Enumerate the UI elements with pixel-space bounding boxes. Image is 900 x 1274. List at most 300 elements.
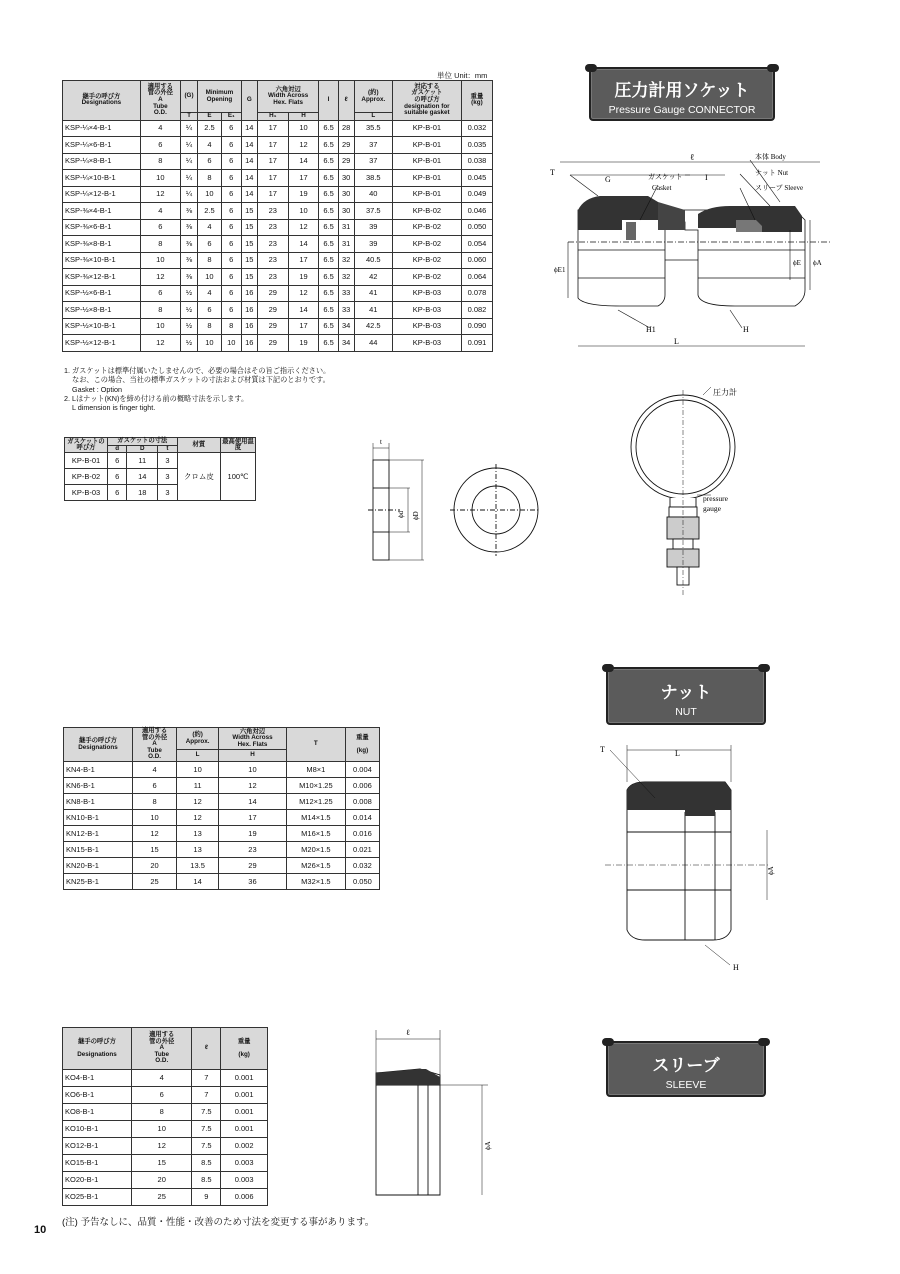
connector-cell: 2.5	[198, 203, 222, 220]
sleeve-row	[63, 1104, 268, 1121]
col-gasket: 対応する ガスケット の呼び方 designation for suitable gasket	[392, 81, 461, 121]
nut-cell: KN10-B-1	[64, 810, 133, 826]
connector-cell: 10	[198, 269, 222, 286]
connector-cell: 34	[338, 335, 354, 352]
connector-cell: 30	[338, 170, 354, 187]
connector-cell: 6	[198, 153, 222, 170]
connector-cell: 8	[198, 252, 222, 269]
label-nut: ナット Nut	[755, 169, 789, 177]
connector-cell: KSP-½×10-B-1	[63, 318, 141, 335]
connector-cell: ⅜	[180, 203, 197, 220]
nut-row	[64, 826, 380, 842]
connector-cell: 14	[288, 236, 319, 253]
nut-cell: M8×1	[286, 762, 345, 778]
sleeve-cell: 7.5	[192, 1121, 221, 1138]
connector-row	[63, 335, 493, 352]
sleeve-cell: 0.001	[221, 1087, 268, 1104]
connector-row	[63, 153, 493, 170]
connector-cell: 29	[257, 302, 288, 319]
connector-cell: 8	[198, 170, 222, 187]
nut-cell: KN4-B-1	[64, 762, 133, 778]
nut-cell: 20	[133, 858, 177, 874]
connector-cell: 14	[241, 153, 257, 170]
connector-cell: 6.5	[319, 269, 338, 286]
connector-cell: KSP-⅜×8-B-1	[63, 236, 141, 253]
connector-cell: 4	[198, 285, 222, 302]
connector-cell: KP-B-01	[392, 170, 461, 187]
col-i: I	[319, 81, 338, 121]
gauge-label-en1: pressure	[703, 494, 728, 503]
connector-cell: 8	[221, 318, 241, 335]
gasket-dim-t: t	[380, 438, 382, 446]
connector-cell: 16	[241, 335, 257, 352]
connector-drawing	[540, 150, 840, 360]
connector-cell: 6	[221, 219, 241, 236]
connector-cell: 4	[140, 120, 180, 137]
gasket-drawing	[360, 438, 540, 568]
sleeve-cell: 0.002	[221, 1138, 268, 1155]
col-tube-od: 適用する 管の外径 A Tube O.D.	[140, 81, 180, 121]
connector-cell: 23	[257, 219, 288, 236]
sleeve-cell: 12	[132, 1138, 192, 1155]
sleeve-cell: 7	[192, 1070, 221, 1087]
nut-cell: 0.006	[345, 778, 379, 794]
connector-cell: 6.5	[319, 252, 338, 269]
dim-L: L	[674, 337, 679, 346]
dim-h1: H1	[646, 325, 656, 334]
sleeve-cell: 20	[132, 1172, 192, 1189]
connector-cell: 23	[257, 252, 288, 269]
connector-cell: 33	[338, 302, 354, 319]
connector-cell: 6.5	[319, 170, 338, 187]
nut-dim-h: H	[733, 963, 739, 972]
connector-cell: 14	[241, 120, 257, 137]
col-approx: (約) Approx.	[354, 81, 392, 113]
connector-cell: KSP-¼×6-B-1	[63, 137, 141, 154]
dim-e: ϕE	[793, 259, 801, 267]
nut-dim-l: L	[675, 749, 680, 758]
connector-cell: ¼	[180, 153, 197, 170]
dim-i: I	[705, 173, 708, 182]
sleeve-cell: 8	[132, 1104, 192, 1121]
label-gasket-jp: ガスケット	[648, 173, 683, 181]
nut-cell: KN8-B-1	[64, 794, 133, 810]
nut-cell: 13	[177, 826, 219, 842]
connector-cell: KSP-½×12-B-1	[63, 335, 141, 352]
nut-row	[64, 762, 380, 778]
nut-cell: 11	[177, 778, 219, 794]
connector-cell: ¼	[180, 186, 197, 203]
connector-cell: 0.032	[461, 120, 492, 137]
connector-cell: 15	[241, 269, 257, 286]
body-neck-section	[658, 202, 685, 230]
col-weight: 重量 (kg)	[461, 81, 492, 121]
connector-cell: 6	[221, 252, 241, 269]
dim-g: G	[605, 175, 611, 184]
nut-row	[64, 794, 380, 810]
col-g2: G	[241, 81, 257, 121]
connector-cell: 6	[140, 285, 180, 302]
nut-row	[64, 874, 380, 890]
connector-cell: 17	[288, 170, 319, 187]
connector-cell: 0.045	[461, 170, 492, 187]
nut-cell: 4	[133, 762, 177, 778]
connector-title-jp: 圧力計用ソケット	[614, 81, 750, 100]
sleeve-cell: KO10-B-1	[63, 1121, 132, 1138]
connector-cell: 6	[221, 302, 241, 319]
nut-cell: 0.050	[345, 874, 379, 890]
connector-row	[63, 285, 493, 302]
connector-cell: 0.050	[461, 219, 492, 236]
nut-cell: 10	[177, 762, 219, 778]
connector-cell: 42	[354, 269, 392, 286]
connector-cell: 12	[288, 137, 319, 154]
connector-cell: 4	[198, 219, 222, 236]
sleeve-cell: 0.001	[221, 1121, 268, 1138]
connector-cell: 34	[338, 318, 354, 335]
gauge-label-jp: 圧力計	[713, 388, 737, 397]
sleeve-cell: 7.5	[192, 1104, 221, 1121]
nut-row	[64, 810, 380, 826]
connector-cell: ¼	[180, 120, 197, 137]
sleeve-title-badge	[606, 1041, 766, 1097]
connector-cell: 37.5	[354, 203, 392, 220]
nut-cell: 10	[133, 810, 177, 826]
connector-cell: 6.5	[319, 335, 338, 352]
connector-cell: 4	[140, 203, 180, 220]
connector-cell: 6	[221, 170, 241, 187]
connector-cell: 8	[140, 236, 180, 253]
nut-cell: M10×1.25	[286, 778, 345, 794]
connector-cell: 17	[257, 170, 288, 187]
connector-cell: 12	[140, 335, 180, 352]
nut-cell: 13	[177, 842, 219, 858]
connector-cell: KP-B-02	[392, 219, 461, 236]
connector-cell: KSP-⅜×10-B-1	[63, 252, 141, 269]
connector-cell: ½	[180, 302, 197, 319]
connector-cell: 28	[338, 120, 354, 137]
connector-cell: 40.5	[354, 252, 392, 269]
sleeve-cell: 25	[132, 1189, 192, 1206]
connector-cell: 6	[221, 153, 241, 170]
connector-cell: 31	[338, 219, 354, 236]
connector-cell: KP-B-03	[392, 318, 461, 335]
connector-cell: 41	[354, 285, 392, 302]
connector-cell: 17	[257, 186, 288, 203]
connector-cell: 0.038	[461, 153, 492, 170]
sleeve-cell: KO12-B-1	[63, 1138, 132, 1155]
connector-cell: 6.5	[319, 186, 338, 203]
connector-row	[63, 236, 493, 253]
nut-cell: 17	[219, 810, 287, 826]
nut-cell: 0.004	[345, 762, 379, 778]
connector-cell: 17	[257, 153, 288, 170]
nut-cell: 12	[133, 826, 177, 842]
sleeve-cell: 0.003	[221, 1172, 268, 1189]
connector-cell: 10	[140, 252, 180, 269]
nut-cell: KN6-B-1	[64, 778, 133, 794]
connector-cell: KSP-¼×10-B-1	[63, 170, 141, 187]
nut-cell: 23	[219, 842, 287, 858]
nut-drawing	[595, 740, 785, 980]
nut-cell: KN20-B-1	[64, 858, 133, 874]
connector-spec-table: 継手の呼び方 Designations 適用する 管の外径 A Tube O.D. (G) Minimum Opening G 六角対辺 Width Across Hex. Flats I ℓ (約) Approx. 対応する ガスケット の呼び方 designation for suitable gasket 重量 (kg) T E E₁ H₁ H L KSP-¼×4-B-1 4 ¼ 2.5 6 14 17 10 6.5 28 35.5 KP-B-01 0.032 KSP-¼×6-B-1 6 ¼ 4 6 14 17 12 6.5 29 37 KP-B-01 0.035 KSP-¼×8-B-1 8 ¼ 6 6 14 17 14 6.5 29 37 KP-B-01 0.038 KSP-¼×10-B-1 10 ¼ 8 6 14 17 17 6.5 30 38.5 KP-B-01 0.045 KSP-¼×12-B-1 12 ¼ 10 6 14 17 19 6.5 30 40 KP-B-01 0.049 KSP-⅜×4-B-1 4 ⅜ 2.5 6 15 23 10 6.5 30 37.5 KP-B-02 0.046 KSP-⅜×6-B-1 6 ⅜ 4 6 15 23 12 6.5 31 39 KP-B-02 0.050 KSP-⅜×8-B-1 8 ⅜ 6 6 15 23 14 6.5 31 39 KP-B-02 0.054 KSP-⅜×10-B-1 10 ⅜ 8 6 15 23 17 6.5 32 40.5 KP-B-02 0.060 KSP-⅜×12-B-1 12 ⅜ 10 6 15 23 19 6.5 32 42 KP-B-02 0.064 KSP-½×6-B-1 6 ½ 4 6 16 29 12 6.5 33 41 KP-B-03 0.078 KSP-½×8-B-1 8 ½ 6 6 16 29 14 6.5 33 41 KP-B-03 0.082 KSP-½×10-B-1 10 ½ 8 8 16 29 17 6.5 34 42.5 KP-B-03 0.090 KSP-½×12-B-1 12 ½ 10 10 16 29 19 6.5 34 44 KP-B-03 0.091	[62, 80, 493, 352]
connector-cell: 19	[288, 335, 319, 352]
sleeve-drawing	[360, 1025, 510, 1205]
connector-cell: 6.5	[319, 219, 338, 236]
connector-cell: KSP-¼×12-B-1	[63, 186, 141, 203]
nut-cell: M14×1.5	[286, 810, 345, 826]
nut-spec-table: 継手の呼び方 Designations 適用する 管の外径 A Tube O.D. (約) Approx. 六角対辺 Width Across Hex. Flats T 重量 (kg) L H KN4-B-1 4 10 10 M8×1 0.004 KN6-B-1 6 11 12 M10×1.25 0.006 KN8-B-1 8 12 14 M12×1.25 0.008 KN10-B-1 10 12 17 M14×1.5 0.014 KN12-B-1 12 13 19 M16×1.5 0.016 KN15-B-1 15 13 23 M20×1.5 0.021 KN20-B-1 20 13.5 29 M26×1.5 0.032 KN25-B-1 25 14 36 M32×1.5 0.050	[63, 727, 380, 890]
connector-cell: 6	[221, 236, 241, 253]
connector-row	[63, 318, 493, 335]
sleeve-cell: 0.003	[221, 1155, 268, 1172]
nut-cell: 0.008	[345, 794, 379, 810]
connector-cell: KP-B-01	[392, 137, 461, 154]
nut-cell: 0.032	[345, 858, 379, 874]
connector-cell: ½	[180, 285, 197, 302]
connector-cell: 14	[288, 153, 319, 170]
sleeve-title-en: SLEEVE	[665, 1079, 707, 1091]
connector-cell: KSP-⅜×12-B-1	[63, 269, 141, 286]
sleeve-cell: 4	[132, 1070, 192, 1087]
connector-cell: ⅜	[180, 269, 197, 286]
connector-cell: 6	[221, 186, 241, 203]
connector-cell: 15	[241, 203, 257, 220]
connector-cell: 0.049	[461, 186, 492, 203]
connector-cell: 0.091	[461, 335, 492, 352]
connector-cell: 19	[288, 269, 319, 286]
connector-cell: 12	[288, 219, 319, 236]
connector-cell: 10	[140, 170, 180, 187]
connector-cell: 29	[338, 137, 354, 154]
sleeve-cell: KO15-B-1	[63, 1155, 132, 1172]
connector-cell: 14	[241, 186, 257, 203]
col-designations: 継手の呼び方 Designations	[63, 81, 141, 121]
connector-cell: 15	[241, 219, 257, 236]
connector-cell: 6	[221, 120, 241, 137]
connector-cell: KP-B-02	[392, 236, 461, 253]
nut-cell: 0.016	[345, 826, 379, 842]
connector-title-badge	[589, 67, 775, 121]
connector-cell: 31	[338, 236, 354, 253]
nut-cell: 0.014	[345, 810, 379, 826]
nut-cell: M20×1.5	[286, 842, 345, 858]
connector-cell: 0.060	[461, 252, 492, 269]
connector-cell: ⅜	[180, 236, 197, 253]
nut-dim-a: ϕA	[767, 866, 775, 875]
connector-cell: 17	[288, 318, 319, 335]
sleeve-cell: 10	[132, 1121, 192, 1138]
connector-cell: KP-B-03	[392, 335, 461, 352]
sleeve-row	[63, 1189, 268, 1206]
nut-title-en: NUT	[675, 706, 697, 718]
connector-cell: 6.5	[319, 285, 338, 302]
connector-row	[63, 269, 493, 286]
col-l: ℓ	[338, 81, 354, 121]
sleeve-row	[63, 1121, 268, 1138]
gasket-temp: 100℃	[221, 453, 256, 501]
connector-cell: KP-B-02	[392, 269, 461, 286]
connector-cell: 6.5	[319, 318, 338, 335]
dim-a: ϕA	[813, 259, 822, 267]
nut-row	[64, 778, 380, 794]
connector-cell: KSP-½×6-B-1	[63, 285, 141, 302]
connector-row	[63, 302, 493, 319]
connector-cell: KSP-¼×4-B-1	[63, 120, 141, 137]
gauge-label-en2: gauge	[703, 504, 721, 513]
connector-cell: KSP-¼×8-B-1	[63, 153, 141, 170]
sleeve-row	[63, 1155, 268, 1172]
gasket-dim-d: ϕd	[397, 510, 405, 518]
connector-cell: 30	[338, 186, 354, 203]
nut-cell: KN25-B-1	[64, 874, 133, 890]
nut-cell: 14	[219, 794, 287, 810]
connector-cell: 0.090	[461, 318, 492, 335]
col-hex: 六角対辺 Width Across Hex. Flats	[257, 81, 319, 113]
gasket-material: クロム皮	[177, 453, 220, 501]
connector-cell: 4	[198, 137, 222, 154]
sleeve-cell: 15	[132, 1155, 192, 1172]
pressure-gauge-drawing	[615, 385, 765, 600]
dim-l: ℓ	[690, 152, 695, 162]
nut-title-badge	[606, 667, 766, 725]
sleeve-cell: 8.5	[192, 1155, 221, 1172]
nut-cell: 12	[177, 810, 219, 826]
connector-cell: 6	[198, 302, 222, 319]
label-gasket-en: Gasket	[652, 184, 672, 192]
sleeve-row	[63, 1138, 268, 1155]
sleeve-cell: KO20-B-1	[63, 1172, 132, 1189]
nut-cell: 25	[133, 874, 177, 890]
nut-cell: M12×1.25	[286, 794, 345, 810]
nut-row	[64, 858, 380, 874]
nut-cell: 6	[133, 778, 177, 794]
connector-cell: KP-B-01	[392, 120, 461, 137]
connector-cell: 14	[241, 137, 257, 154]
connector-row	[63, 170, 493, 187]
connector-cell: 6.5	[319, 120, 338, 137]
nut-cell: M16×1.5	[286, 826, 345, 842]
connector-row	[63, 203, 493, 220]
sleeve-dim-a: ϕA	[484, 1141, 492, 1150]
nut-cell: M26×1.5	[286, 858, 345, 874]
connector-title-en: Pressure Gauge CONNECTOR	[608, 104, 756, 116]
connector-cell: 10	[221, 335, 241, 352]
connector-cell: 37	[354, 137, 392, 154]
nut-cell: 12	[177, 794, 219, 810]
sleeve-row	[63, 1070, 268, 1087]
sleeve-row	[63, 1172, 268, 1189]
connector-cell: 37	[354, 153, 392, 170]
connector-cell: ¼	[180, 137, 197, 154]
connector-cell: 6.5	[319, 203, 338, 220]
connector-cell: 29	[257, 285, 288, 302]
connector-notes: 1. ガスケットは標準付属いたしませんので、必要の場合はその旨ご指示ください。 なお、この場合、当社の標準ガスケットの寸法および材質は下記のとおりです。 Gasket : Option 2. Lはナット(KN)を締め付ける前の概略寸法を示します。 L dimension is finger tight.	[64, 366, 331, 413]
connector-cell: 17	[257, 137, 288, 154]
connector-cell: 0.064	[461, 269, 492, 286]
nut-cell: 14	[177, 874, 219, 890]
connector-cell: ⅜	[180, 252, 197, 269]
nut-cell: M32×1.5	[286, 874, 345, 890]
connector-cell: 15	[241, 236, 257, 253]
sleeve-cell: KO25-B-1	[63, 1189, 132, 1206]
connector-row	[63, 219, 493, 236]
sleeve-cell: 0.006	[221, 1189, 268, 1206]
nut-dim-t: T	[600, 745, 605, 754]
gasket-dim-D: ϕD	[412, 511, 420, 520]
connector-cell: KSP-⅜×4-B-1	[63, 203, 141, 220]
connector-cell: 17	[257, 120, 288, 137]
connector-cell: 23	[257, 236, 288, 253]
nut-cell: 29	[219, 858, 287, 874]
connector-cell: 0.054	[461, 236, 492, 253]
connector-cell: 42.5	[354, 318, 392, 335]
sleeve-spec-table: 継手の呼び方 Designations 適用する 管の外径 A Tube O.D. ℓ 重量 (kg) KO4-B-1 4 7 0.001 KO6-B-1 6 7 0.001 KO8-B-1 8 7.5 0.001 KO10-B-1 10 7.5 0.001 KO12-B-1 12 7.5 0.002 KO15-B-1 15 8.5 0.003 KO20-B-1 20 8.5 0.003 KO25-B-1 25 9 0.006	[62, 1027, 268, 1206]
connector-cell: 6.5	[319, 236, 338, 253]
connector-cell: 0.035	[461, 137, 492, 154]
connector-row	[63, 252, 493, 269]
connector-cell: KP-B-03	[392, 302, 461, 319]
connector-cell: 0.082	[461, 302, 492, 319]
connector-cell: 14	[241, 170, 257, 187]
sleeve-cell: 8.5	[192, 1172, 221, 1189]
nut-cell: 10	[219, 762, 287, 778]
connector-cell: 17	[288, 252, 319, 269]
connector-cell: 16	[241, 318, 257, 335]
connector-cell: 8	[198, 318, 222, 335]
connector-cell: 2.5	[198, 120, 222, 137]
connector-cell: 16	[241, 285, 257, 302]
connector-cell: 10	[198, 186, 222, 203]
label-sleeve: スリーブ Sleeve	[755, 184, 804, 192]
connector-row	[63, 137, 493, 154]
connector-cell: 6	[221, 285, 241, 302]
connector-cell: 12	[140, 186, 180, 203]
footer-note: (注) 予告なしに、品質・性能・改善のため寸法を変更する事があります。	[62, 1217, 375, 1228]
connector-cell: KP-B-02	[392, 252, 461, 269]
nut-cell: 8	[133, 794, 177, 810]
connector-cell: 23	[257, 203, 288, 220]
connector-cell: 30	[338, 203, 354, 220]
connector-cell: KP-B-03	[392, 285, 461, 302]
gasket-spec-table: ガスケットの呼び方 ガスケットの寸法 材質 最高使用温度 d D t KP-B-01 6 11 3 クロム皮 100℃ KP-B-02 6 14 3 KP-B-03 6 18 3	[64, 437, 256, 501]
connector-cell: 10	[288, 203, 319, 220]
dim-h: H	[743, 325, 749, 334]
connector-cell: 12	[288, 285, 319, 302]
nut-row	[64, 842, 380, 858]
dim-t: T	[550, 168, 555, 177]
unit-label: 単位 Unit：mm	[437, 71, 488, 80]
sleeve-cell: KO6-B-1	[63, 1087, 132, 1104]
connector-cell: 0.078	[461, 285, 492, 302]
nut-cell: 19	[219, 826, 287, 842]
connector-cell: 41	[354, 302, 392, 319]
nut-cell: 0.021	[345, 842, 379, 858]
connector-cell: 40	[354, 186, 392, 203]
connector-cell: 23	[257, 269, 288, 286]
sleeve-cell: 6	[132, 1087, 192, 1104]
connector-cell: 33	[338, 285, 354, 302]
connector-cell: 8	[140, 302, 180, 319]
sleeve-cell: 0.001	[221, 1070, 268, 1087]
nut-cell: KN15-B-1	[64, 842, 133, 858]
nut-title-jp: ナット	[660, 683, 712, 702]
connector-cell: 35.5	[354, 120, 392, 137]
sleeve-row	[63, 1087, 268, 1104]
connector-cell: KP-B-02	[392, 203, 461, 220]
col-g: (G)	[180, 81, 197, 113]
